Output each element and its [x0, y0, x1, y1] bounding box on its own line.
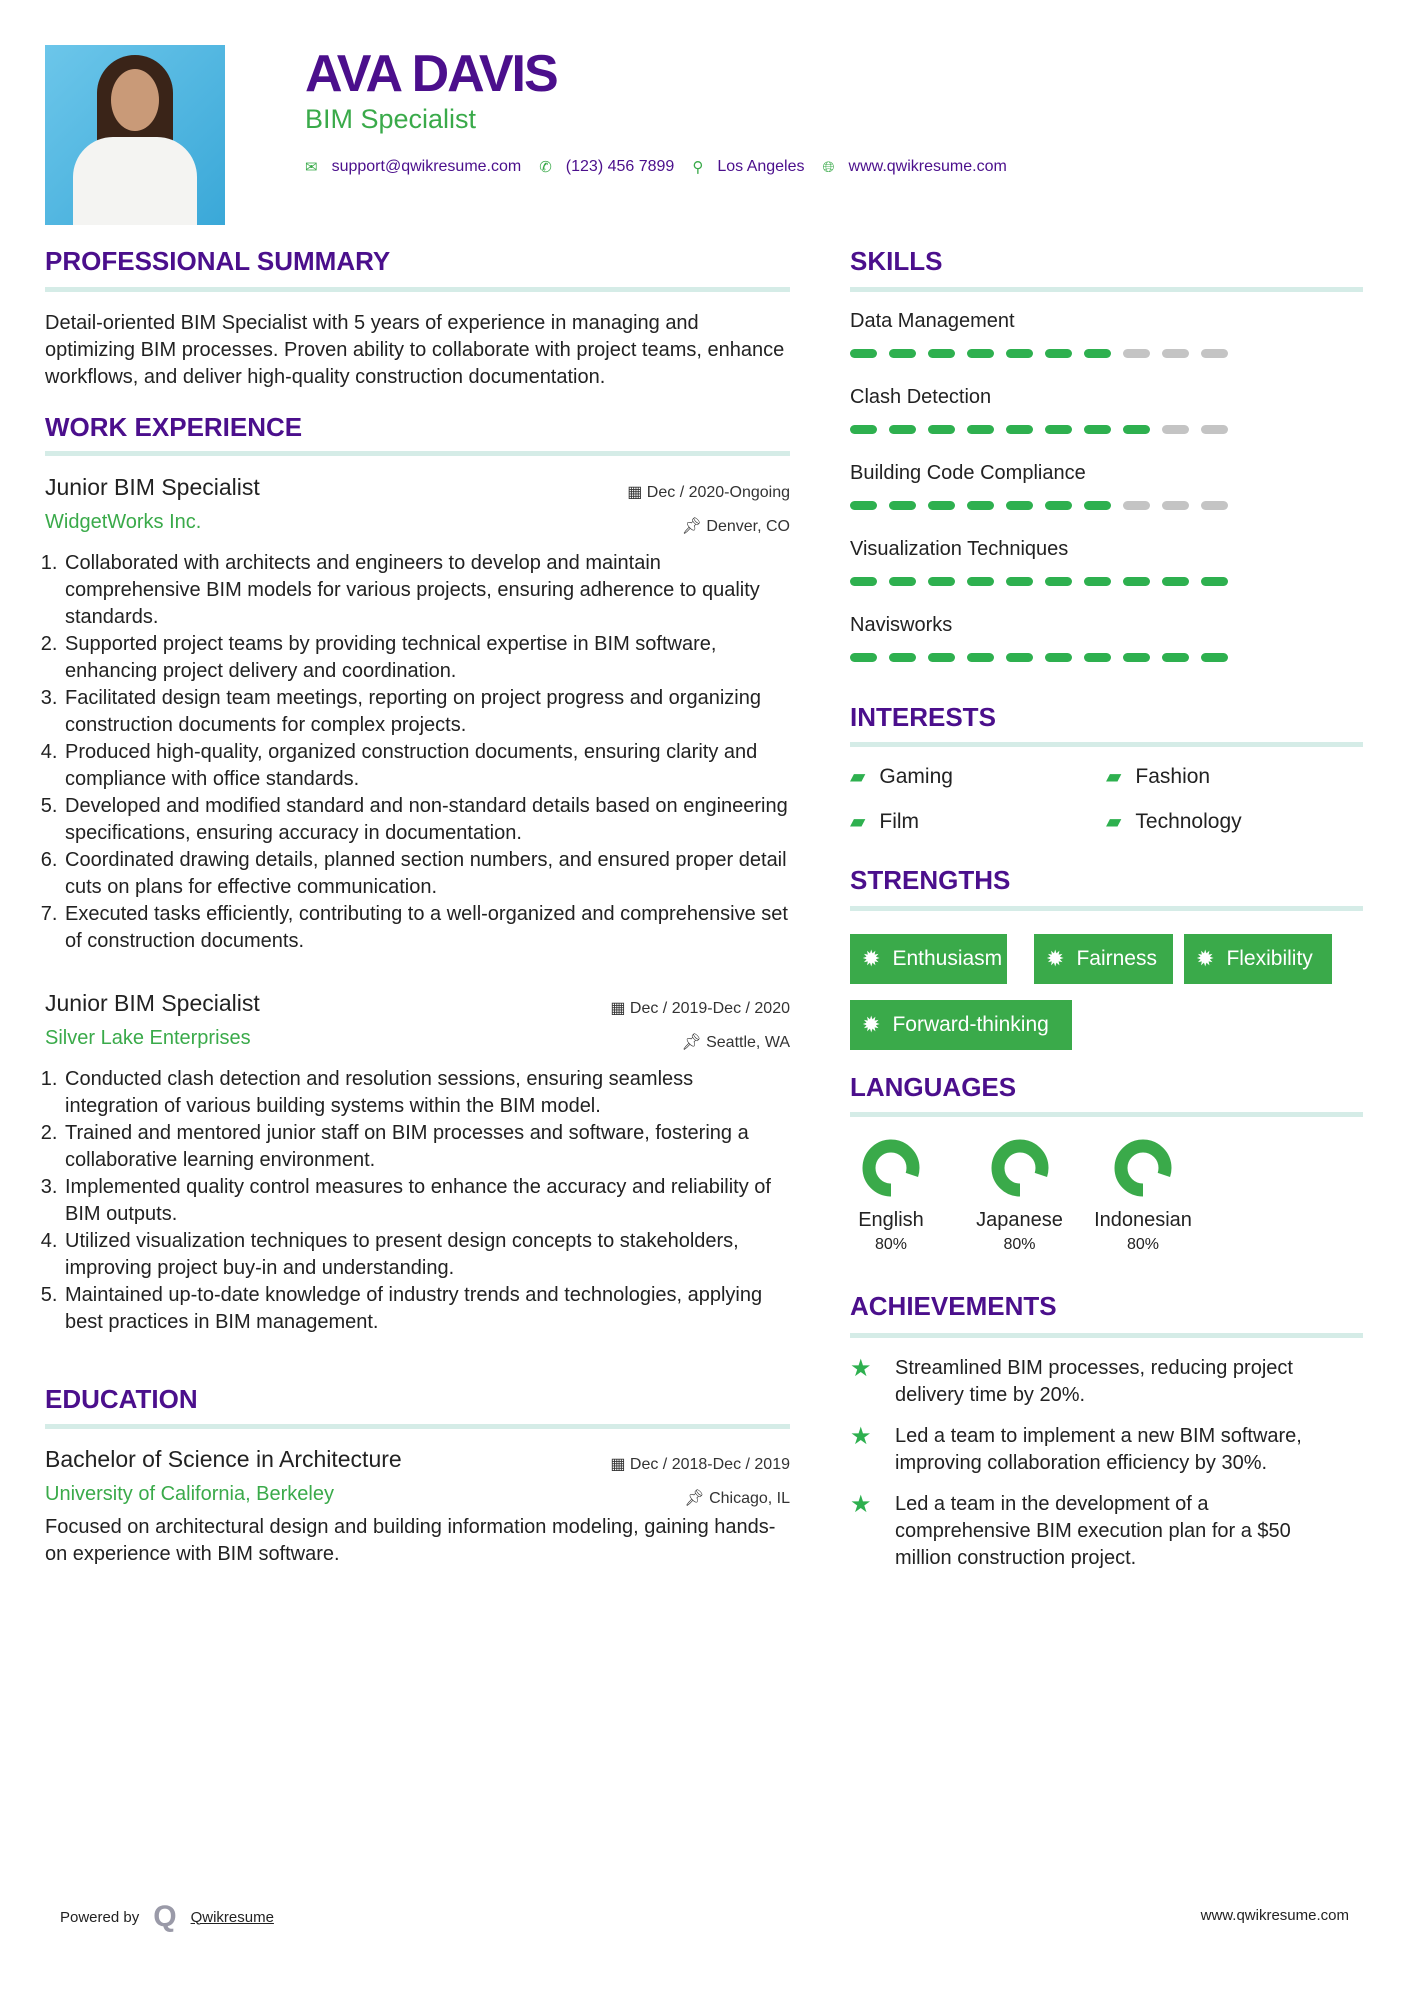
skill-item [850, 538, 1363, 614]
brand-link[interactable]: Qwikresume [190, 1908, 274, 1926]
skill-dash [1162, 349, 1189, 358]
achievement-item [850, 1491, 1330, 1572]
company-name: Silver Lake Enterprises [45, 1027, 251, 1049]
language-item [1083, 1138, 1203, 1254]
skill-dash [928, 501, 955, 510]
job-entry [45, 474, 790, 955]
skill-dash [1084, 653, 1111, 662]
list-item: 4. Utilized visualization techniques to present design concepts to stakeholders, improving project buy-in and understanding. [63, 1228, 790, 1282]
language-percent: 80% [1003, 1236, 1036, 1253]
divider [850, 1333, 1363, 1338]
strength-label: Forward-thinking [892, 1013, 1049, 1036]
languages-heading: LANGUAGES [850, 1072, 1017, 1102]
education-heading: EDUCATION [45, 1384, 198, 1414]
job-location [490, 516, 790, 536]
interest-item [850, 764, 953, 789]
interest-item [1106, 764, 1210, 789]
language-ring [861, 1138, 921, 1198]
website-link[interactable]: www.qwikresume.com [848, 158, 1007, 175]
dates-text: Dec / 2018-Dec / 2019 [629, 1456, 790, 1473]
skill-dash [1006, 425, 1033, 434]
job-bullets [45, 1066, 790, 1336]
language-name: English [858, 1209, 924, 1231]
skill-dash [1006, 349, 1033, 358]
skill-dash [889, 577, 916, 586]
interest-item [1106, 809, 1242, 834]
achievement-item [850, 1423, 1330, 1477]
divider [45, 451, 790, 456]
strengths-heading: STRENGTHS [850, 865, 1011, 895]
list-item: 2. Trained and mentored junior staff on BIM processes and software, fostering a collaborative learning environment. [63, 1120, 790, 1174]
skill-dash [1123, 425, 1150, 434]
summary-text: Detail-oriented BIM Specialist with 5 years of experience in managing and optimizing BIM processes. Proven ability to collaborate with project teams, enhance workflows, and deliver high-quality construction documentation. [45, 312, 785, 388]
skill-label: Clash Detection [850, 386, 992, 408]
skill-dash [928, 425, 955, 434]
divider [850, 906, 1363, 911]
skill-dash [1123, 653, 1150, 662]
skill-dash [850, 577, 877, 586]
skill-item [850, 462, 1363, 538]
interests-heading: INTERESTS [850, 702, 996, 732]
skill-dash [1045, 501, 1072, 510]
skill-dash [967, 577, 994, 586]
qwikresume-logo-icon: Q [153, 1900, 177, 1933]
list-item: 1. Collaborated with architects and engineers to develop and maintain comprehensive BIM models for various projects, ensuring adherence to quality standards. [63, 550, 790, 631]
divider [850, 1112, 1363, 1117]
dates-text: Dec / 2020-Ongoing [646, 484, 790, 501]
achievement-text: Streamlined BIM processes, reducing project delivery time by 20%. [895, 1357, 1293, 1406]
map-pin-icon: ⚲ [692, 159, 704, 176]
skill-dash [889, 501, 916, 510]
skill-dash [1084, 425, 1111, 434]
skill-dash [889, 425, 916, 434]
powered-by-text: Powered by [60, 1908, 140, 1926]
skills-list [850, 310, 1363, 690]
interest-label: Fashion [1135, 764, 1211, 788]
skill-item [850, 310, 1363, 386]
job-location [490, 1032, 790, 1052]
pushpin-icon: 📌︎ [681, 1034, 707, 1051]
skill-level-bar [850, 425, 1363, 434]
skill-dash [967, 653, 994, 662]
achievement-text: Led a team to implement a new BIM software, improving collaboration efficiency by 30%. [895, 1425, 1302, 1474]
globe-icon: 🌐︎ [822, 158, 835, 176]
skill-dash [967, 501, 994, 510]
education-location [490, 1488, 790, 1508]
envelope-icon: ✉ [305, 159, 318, 176]
list-item: 3. Implemented quality control measures to enhance the accuracy and reliability of BIM outputs. [63, 1174, 790, 1228]
skill-dash [1084, 349, 1111, 358]
divider [850, 742, 1363, 747]
badge-icon: ✹ [862, 1012, 881, 1037]
calendar-icon: ▦ [627, 484, 647, 501]
skill-dash [1201, 425, 1228, 434]
strength-chip [1184, 934, 1332, 984]
phone-icon: ✆ [539, 159, 552, 176]
list-item: 5. Developed and modified standard and non-standard details based on engineering specifications, ensuring accuracy in documentation. [63, 793, 790, 847]
job-bullets [45, 550, 790, 955]
badge-icon: ✹ [1196, 946, 1215, 971]
language-percent: 80% [1126, 1236, 1160, 1253]
skill-dash [1162, 501, 1189, 510]
skill-dash [1123, 349, 1150, 358]
job-dates [490, 998, 790, 1018]
divider [45, 1424, 790, 1429]
book-icon: ▰ [1106, 766, 1122, 788]
job-role: Junior BIM Specialist [45, 474, 260, 500]
interest-label: Technology [1135, 809, 1242, 833]
skill-dash [1045, 577, 1072, 586]
skill-dash [1123, 577, 1150, 586]
skill-dash [1201, 349, 1228, 358]
profile-photo [45, 45, 225, 225]
badge-icon: ✹ [862, 946, 881, 971]
contact-row [305, 158, 1025, 176]
skill-dash [1006, 653, 1033, 662]
skill-dash [967, 425, 994, 434]
star-icon: ★ [850, 1355, 872, 1382]
divider [850, 287, 1363, 292]
skill-label: Data Management [850, 310, 1015, 332]
divider [45, 287, 790, 292]
language-percent: 80% [874, 1236, 908, 1253]
skill-item [850, 386, 1363, 462]
skill-dash [1162, 425, 1189, 434]
summary-heading: PROFESSIONAL SUMMARY [45, 246, 391, 276]
strength-label: Enthusiasm [892, 947, 1003, 970]
location-text: Denver, CO [706, 518, 790, 535]
experience-heading: WORK EXPERIENCE [45, 412, 303, 442]
skill-dash [1045, 349, 1072, 358]
list-item: 4. Produced high-quality, organized construction documents, ensuring clarity and compliance with office standards. [63, 739, 790, 793]
interest-label: Gaming [879, 764, 953, 788]
skill-dash [928, 653, 955, 662]
candidate-name: AVA DAVIS [305, 45, 557, 103]
language-ring [1113, 1138, 1173, 1198]
book-icon: ▰ [850, 811, 866, 833]
phone-text: (123) 456 7899 [565, 158, 675, 175]
job-title: BIM Specialist [305, 104, 477, 134]
strength-label: Flexibility [1226, 947, 1313, 970]
skill-dash [850, 501, 877, 510]
achievement-text: Led a team in the development of a comprehensive BIM execution plan for a $50 million construction project. [895, 1493, 1291, 1569]
dates-text: Dec / 2019-Dec / 2020 [629, 1000, 790, 1017]
book-icon: ▰ [1106, 811, 1122, 833]
strength-chip [850, 934, 1007, 984]
skill-dash [1084, 501, 1111, 510]
skill-label: Navisworks [850, 614, 953, 636]
skill-level-bar [850, 501, 1363, 510]
company-name: WidgetWorks Inc. [45, 511, 202, 533]
language-item [826, 1138, 956, 1254]
skill-dash [1201, 577, 1228, 586]
skills-heading: SKILLS [850, 246, 943, 276]
strength-label: Fairness [1076, 947, 1157, 970]
skill-level-bar [850, 349, 1363, 358]
list-item: 5. Maintained up-to-date knowledge of industry trends and technologies, applying best practices in BIM management. [63, 1282, 790, 1336]
skill-dash [889, 349, 916, 358]
languages-list [826, 1138, 1203, 1254]
footer-website[interactable]: www.qwikresume.com [1200, 1907, 1349, 1924]
skill-dash [928, 349, 955, 358]
pushpin-icon: 📌︎ [681, 518, 707, 535]
list-item: 2. Supported project teams by providing technical expertise in BIM software, enhancing project delivery and coordination. [63, 631, 790, 685]
calendar-icon: ▦ [610, 1000, 630, 1017]
star-icon: ★ [850, 1423, 872, 1450]
skill-dash [1006, 577, 1033, 586]
list-item: 7. Executed tasks efficiently, contributing to a well-organized and comprehensive set of construction documents. [63, 901, 790, 955]
skill-dash [850, 425, 877, 434]
calendar-icon: ▦ [610, 1456, 630, 1473]
skill-dash [1084, 577, 1111, 586]
interest-item [850, 809, 919, 834]
book-icon: ▰ [850, 766, 866, 788]
location-text: Los Angeles [717, 158, 805, 175]
skill-dash [1201, 501, 1228, 510]
skill-dash [1162, 577, 1189, 586]
email-link[interactable]: support@qwikresume.com [331, 158, 522, 175]
achievements-heading: ACHIEVEMENTS [850, 1291, 1057, 1321]
interest-label: Film [879, 809, 920, 833]
skill-dash [1045, 653, 1072, 662]
skill-dash [850, 653, 877, 662]
list-item: 1. Conducted clash detection and resolution sessions, ensuring seamless integration of various building systems within the BIM model. [63, 1066, 790, 1120]
pushpin-icon: 📌︎ [684, 1490, 710, 1507]
skill-dash [1162, 653, 1189, 662]
skill-dash [928, 577, 955, 586]
education-entry [45, 1446, 790, 1568]
list-item: 6. Coordinated drawing details, planned section numbers, and ensured proper detail cuts on plans for effective communication. [63, 847, 790, 901]
badge-icon: ✹ [1046, 946, 1065, 971]
skill-label: Building Code Compliance [850, 462, 1086, 484]
education-dates [490, 1454, 790, 1474]
skill-dash [889, 653, 916, 662]
star-icon: ★ [850, 1491, 872, 1518]
footer-powered [60, 1900, 274, 1934]
list-item: 3. Facilitated design team meetings, reporting on project progress and organizing construction documents for complex projects. [63, 685, 790, 739]
achievement-item [850, 1355, 1330, 1409]
skill-level-bar [850, 653, 1363, 662]
skill-label: Visualization Techniques [850, 538, 1069, 560]
language-item [956, 1138, 1083, 1254]
skill-item [850, 614, 1363, 690]
skill-dash [967, 349, 994, 358]
job-dates [490, 482, 790, 502]
skill-level-bar [850, 577, 1363, 586]
location-text: Chicago, IL [709, 1490, 790, 1507]
degree: Bachelor of Science in Architecture [45, 1446, 402, 1472]
skill-dash [1006, 501, 1033, 510]
job-role: Junior BIM Specialist [45, 990, 260, 1016]
skill-dash [1045, 425, 1072, 434]
school-name: University of California, Berkeley [45, 1483, 334, 1505]
skill-dash [1123, 501, 1150, 510]
language-name: Japanese [976, 1209, 1063, 1231]
language-name: Indonesian [1094, 1209, 1192, 1231]
language-ring [990, 1138, 1050, 1198]
achievements-list [850, 1355, 1330, 1572]
education-text: Focused on architectural design and building information modeling, gaining hands-on experience with BIM software. [45, 1516, 776, 1565]
strength-chip [1034, 934, 1173, 984]
skill-dash [850, 349, 877, 358]
strength-chip [850, 1000, 1072, 1050]
location-text: Seattle, WA [706, 1034, 790, 1051]
job-entry [45, 990, 790, 1336]
skill-dash [1201, 653, 1228, 662]
